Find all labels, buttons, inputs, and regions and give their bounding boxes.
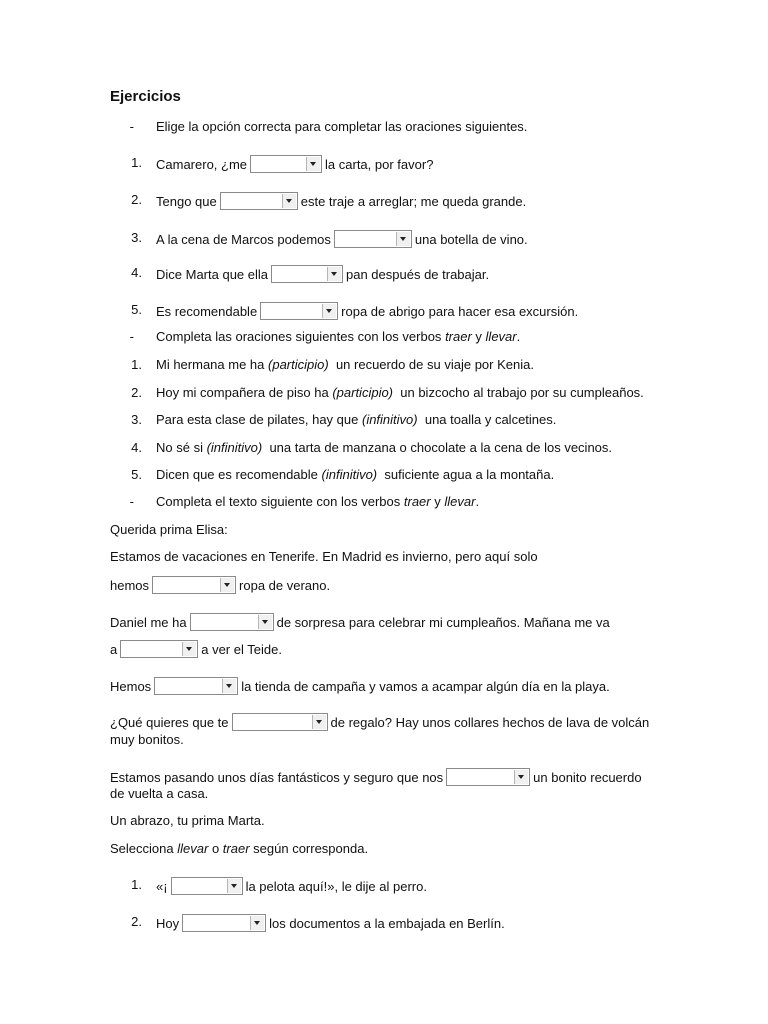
section2-instruction: Completa las oraciones siguientes con los verbos traer y llevar. xyxy=(156,329,521,344)
chevron-down-icon xyxy=(220,578,234,592)
answer-dropdown-1-2[interactable] xyxy=(220,192,298,210)
answer-dropdown-1-1[interactable] xyxy=(250,155,322,173)
chevron-down-icon xyxy=(322,304,336,318)
exercise-1-3: A la cena de Marcos podemos una botella de vino. xyxy=(156,232,528,247)
item-number: 2. xyxy=(131,385,142,400)
answer-dropdown-3-5[interactable] xyxy=(232,713,328,731)
section1-instruction: Elige la opción correcta para completar las oraciones siguientes. xyxy=(156,119,528,134)
item-number: 3. xyxy=(131,412,142,427)
exercise-2-4: No sé si (infinitivo) una tarta de manzana o chocolate a la cena de los vecinos. xyxy=(156,440,613,455)
item-number: 4. xyxy=(131,265,142,280)
exercise-1-2: Tengo que este traje a arreglar; me queda grande. xyxy=(156,194,527,209)
item-number: 5. xyxy=(131,302,142,317)
item-number: 1. xyxy=(131,357,142,372)
item-number: 4. xyxy=(131,440,142,455)
exercise-2-2: Hoy mi compañera de piso ha (participio) un bizcocho al trabajo por su cumpleaños. xyxy=(156,385,644,400)
chevron-down-icon xyxy=(396,232,410,246)
exercise-4-2: Hoy los documentos a la embajada en Berlín. xyxy=(156,916,505,931)
letter-paragraph-2-line-2: a a ver el Teide. xyxy=(110,642,282,657)
chevron-down-icon xyxy=(312,715,326,729)
item-number: 2. xyxy=(131,192,142,207)
bullet-dash: - xyxy=(129,494,134,509)
letter-closing: Un abrazo, tu prima Marta. xyxy=(110,813,265,828)
answer-dropdown-3-3[interactable] xyxy=(120,640,198,658)
exercise-1-4: Dice Marta que ella pan después de trabajar. xyxy=(156,267,490,282)
letter-paragraph-1-line-2: hemos ropa de verano. xyxy=(110,578,331,593)
chevron-down-icon xyxy=(327,267,341,281)
answer-dropdown-3-6[interactable] xyxy=(446,768,530,786)
exercise-2-3: Para esta clase de pilates, hay que (infinitivo) una toalla y calcetines. xyxy=(156,412,557,427)
section3-instruction: Completa el texto siguiente con los verbos traer y llevar. xyxy=(156,494,480,509)
item-number: 5. xyxy=(131,467,142,482)
answer-dropdown-4-1[interactable] xyxy=(171,877,243,895)
letter-paragraph-5: Estamos pasando unos días fantásticos y seguro que nos un bonito recuerdo xyxy=(110,770,642,785)
bullet-dash: - xyxy=(129,329,134,344)
letter-paragraph-1: Estamos de vacaciones en Tenerife. En Madrid es invierno, pero aquí solo xyxy=(110,549,538,564)
letter-paragraph-4-line-2: muy bonitos. xyxy=(110,732,184,747)
letter-paragraph-3: Hemos la tienda de campaña y vamos a acampar algún día en la playa. xyxy=(110,679,610,694)
item-number: 1. xyxy=(131,877,142,892)
answer-dropdown-3-1[interactable] xyxy=(152,576,236,594)
chevron-down-icon xyxy=(258,615,272,629)
chevron-down-icon xyxy=(222,679,236,693)
bullet-dash: - xyxy=(129,119,134,134)
letter-paragraph-2: Daniel me ha de sorpresa para celebrar mi cumpleaños. Mañana me va xyxy=(110,615,610,630)
answer-dropdown-1-4[interactable] xyxy=(271,265,343,283)
chevron-down-icon xyxy=(182,642,196,656)
chevron-down-icon xyxy=(250,916,264,930)
chevron-down-icon xyxy=(282,194,296,208)
chevron-down-icon xyxy=(227,879,241,893)
letter-paragraph-5-line-2: de vuelta a casa. xyxy=(110,786,209,801)
section4-instruction: Selecciona llevar o traer según corresponda. xyxy=(110,841,369,856)
letter-paragraph-4: ¿Qué quieres que te de regalo? Hay unos collares hechos de lava de volcán xyxy=(110,715,650,730)
exercise-4-1: «¡ la pelota aquí!», le dije al perro. xyxy=(156,879,427,894)
answer-dropdown-3-4[interactable] xyxy=(154,677,238,695)
exercise-1-5: Es recomendable ropa de abrigo para hacer esa excursión. xyxy=(156,304,579,319)
chevron-down-icon xyxy=(514,770,528,784)
exercise-1-1: Camarero, ¿me la carta, por favor? xyxy=(156,157,434,172)
letter-greeting: Querida prima Elisa: xyxy=(110,522,228,537)
answer-dropdown-1-3[interactable] xyxy=(334,230,412,248)
answer-dropdown-1-5[interactable] xyxy=(260,302,338,320)
exercise-2-1: Mi hermana me ha (participio) un recuerdo de su viaje por Kenia. xyxy=(156,357,534,372)
item-number: 1. xyxy=(131,155,142,170)
page-title: Ejercicios xyxy=(110,88,181,105)
item-number: 2. xyxy=(131,914,142,929)
answer-dropdown-4-2[interactable] xyxy=(182,914,266,932)
answer-dropdown-3-2[interactable] xyxy=(190,613,274,631)
exercise-2-5: Dicen que es recomendable (infinitivo) suficiente agua a la montaña. xyxy=(156,467,555,482)
chevron-down-icon xyxy=(306,157,320,171)
item-number: 3. xyxy=(131,230,142,245)
